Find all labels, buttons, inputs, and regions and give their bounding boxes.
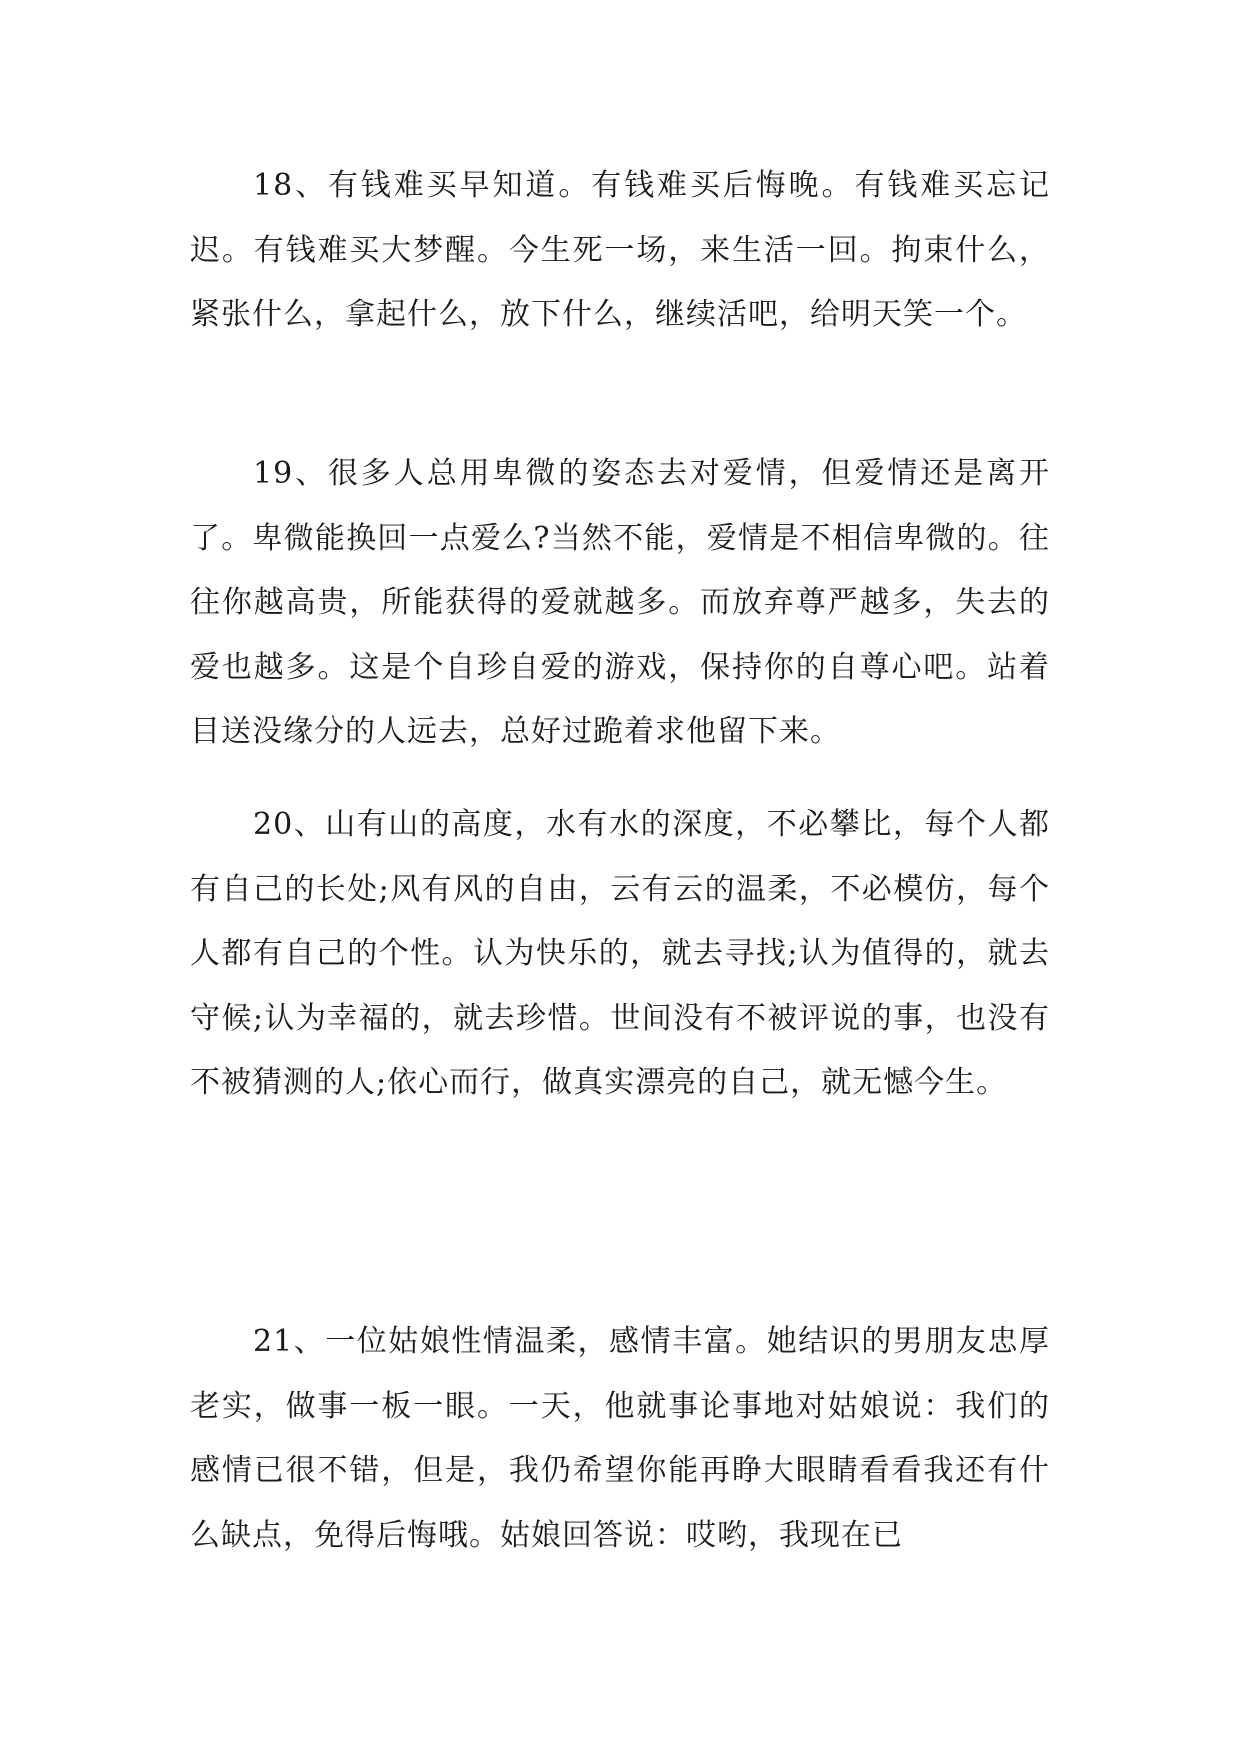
paragraph-20: 20、山有山的高度，水有水的深度，不必攀比，每个人都有自己的长处;风有风的自由，云有云的温柔，不必模仿，每个人都有自己的个性。认为快乐的，就去寻找;认为值得的，就去守候;认为幸福的，就去珍惜。世间没有不被评说的事，也没有不被猜测的人;依心而行，做真实漂亮的自己，就无憾今生。: [190, 807, 1050, 1100]
paragraph-19: 19、很多人总用卑微的姿态去对爱情，但爱情还是离开了。卑微能换回一点爱么?当然不能，爱情是不相信卑微的。往往你越高贵，所能获得的爱就越多。而放弃尊严越多，失去的爱也越多。这是个自珍自爱的游戏，保持你的自尊心吧。站着目送没缘分的人远去，总好过跪着求他留下来。: [190, 456, 1050, 749]
paragraph-18: 18、有钱难买早知道。有钱难买后悔晚。有钱难买忘记迟。有钱难买大梦醒。今生死一场，来生活一回。拘束什么，紧张什么，拿起什么，放下什么，继续活吧，给明天笑一个。: [190, 168, 1050, 332]
paragraph-21: 21、一位姑娘性情温柔，感情丰富。她结识的男朋友忠厚老实，做事一板一眼。一天，他就事论事地对姑娘说：我们的感情已很不错，但是，我仍希望你能再睁大眼睛看看我还有什么缺点，免得后悔哦。姑娘回答说：哎哟，我现在已: [190, 1324, 1050, 1553]
